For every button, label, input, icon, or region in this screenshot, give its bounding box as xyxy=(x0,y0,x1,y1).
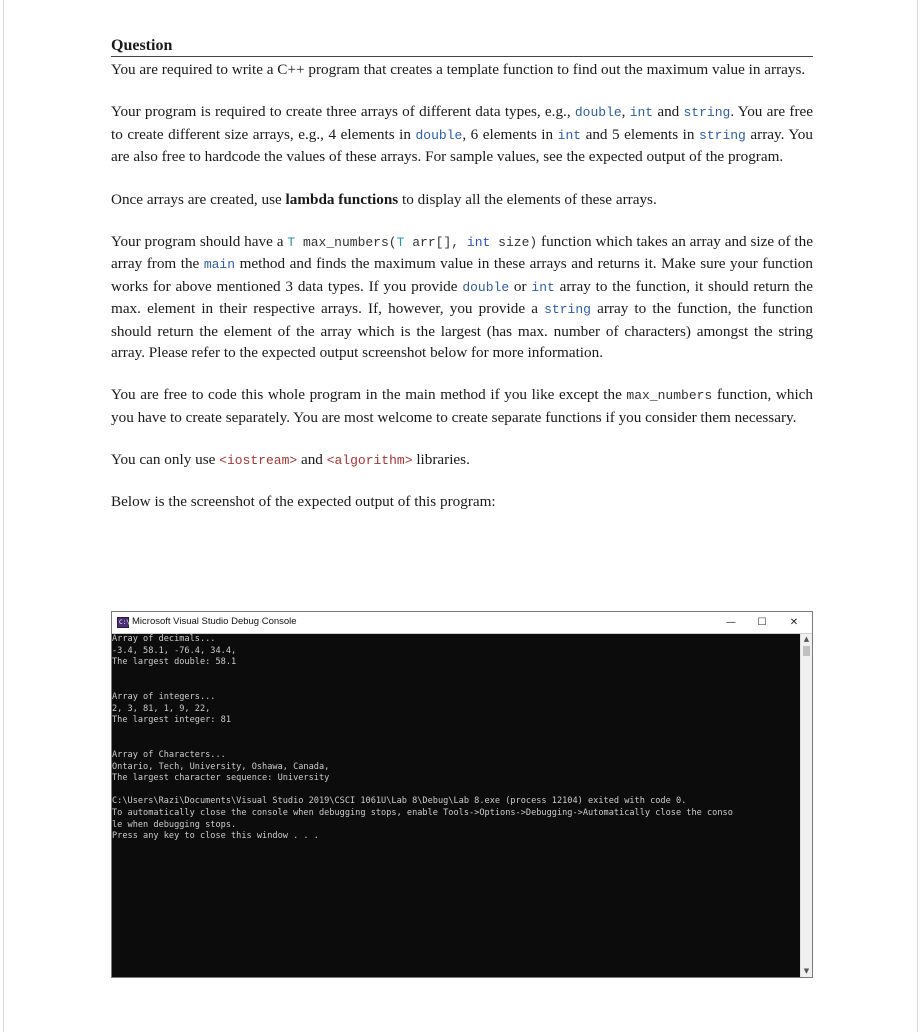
console-app-icon: C:\ xyxy=(119,619,130,626)
paragraph-lambda: Once arrays are created, use lambda functions to display all the elements of these arrays. xyxy=(111,190,657,208)
minimize-button[interactable]: — xyxy=(726,617,736,628)
console-line: C:\Users\Razi\Documents\Visual Studio 2019\CSCI 1061U\Lab 8\Debug\Lab 8.exe (process 12104) exited with code 0. xyxy=(112,796,687,807)
paragraph-arrays: Your program is required to create three arrays of different data types, e.g., double, int and string. You are free to create different size arrays, e.g., 4 elements in double, 6 elements in int and 5 elements in string array. You are also free to hardcode the values of these arrays. For sample values, see the expected output of the program. xyxy=(111,103,813,166)
console-line: -3.4, 58.1, -76.4, 34.4, xyxy=(112,645,237,656)
console-line: The largest double: 58.1 xyxy=(112,657,237,668)
console-line xyxy=(112,727,800,739)
console-line xyxy=(112,680,800,692)
console-line: The largest character sequence: University xyxy=(112,773,330,784)
paragraph-intro: You are required to write a C++ program that creates a template function to find out the maximum value in arrays. xyxy=(111,61,806,78)
scroll-down-icon[interactable]: ▼ xyxy=(803,967,810,975)
console-line: le when debugging stops. xyxy=(112,819,237,830)
question-document xyxy=(111,36,813,512)
paragraph-screenshot-intro: Below is the screenshot of the expected output of this program: xyxy=(111,492,496,510)
paragraph-main-method: You are free to code this whole program in the main method if you like except the max_numbers function, which you have to create separately. You are most welcome to create separate functions if you consider them necessary. xyxy=(111,386,813,426)
console-titlebar xyxy=(112,612,812,634)
console-output-text xyxy=(112,634,800,843)
question-heading: Question xyxy=(111,36,813,57)
console-title: Microsoft Visual Studio Debug Console xyxy=(132,616,297,627)
maximize-button[interactable]: ☐ xyxy=(757,617,767,628)
scroll-thumb[interactable] xyxy=(803,646,810,656)
console-line: Press any key to close this window . . . xyxy=(112,831,319,842)
console-line: To automatically close the console when debugging stops, enable Tools->Options->Debugging->Automatically close the conso xyxy=(112,807,733,818)
console-line xyxy=(112,738,800,750)
console-line: Array of decimals... xyxy=(112,634,216,644)
console-line: Ontario, Tech, University, Oshawa, Canada, xyxy=(112,761,330,772)
debug-console-window xyxy=(111,611,813,978)
console-line xyxy=(112,669,800,681)
paragraph-max-numbers: Your program should have a T max_numbers(T arr[], int size) function which takes an array and size of the array from the main method and finds the maximum value in these arrays and returns it. Make sure your function works for above mentioned 3 data types. If you provide double or int array to the function, it should return the max. element in their respective arrays. If, however, you provide a string array to the function, the function should return the element of the array which is the largest (has max. number of characters) amongst the string array. Please refer to the expected output screenshot below for more information. xyxy=(111,233,813,362)
console-output-area xyxy=(112,634,800,977)
close-button[interactable]: ✕ xyxy=(789,617,799,628)
paragraph-libraries: You can only use <iostream> and <algorithm> libraries. xyxy=(111,451,470,469)
console-scrollbar[interactable] xyxy=(800,634,812,977)
console-line: 2, 3, 81, 1, 9, 22, xyxy=(112,703,211,714)
console-line: The largest integer: 81 xyxy=(112,715,231,726)
console-line: Array of Characters... xyxy=(112,749,226,760)
console-line: Array of integers... xyxy=(112,691,216,702)
scroll-up-icon[interactable]: ▲ xyxy=(803,635,810,643)
console-line xyxy=(112,785,800,797)
